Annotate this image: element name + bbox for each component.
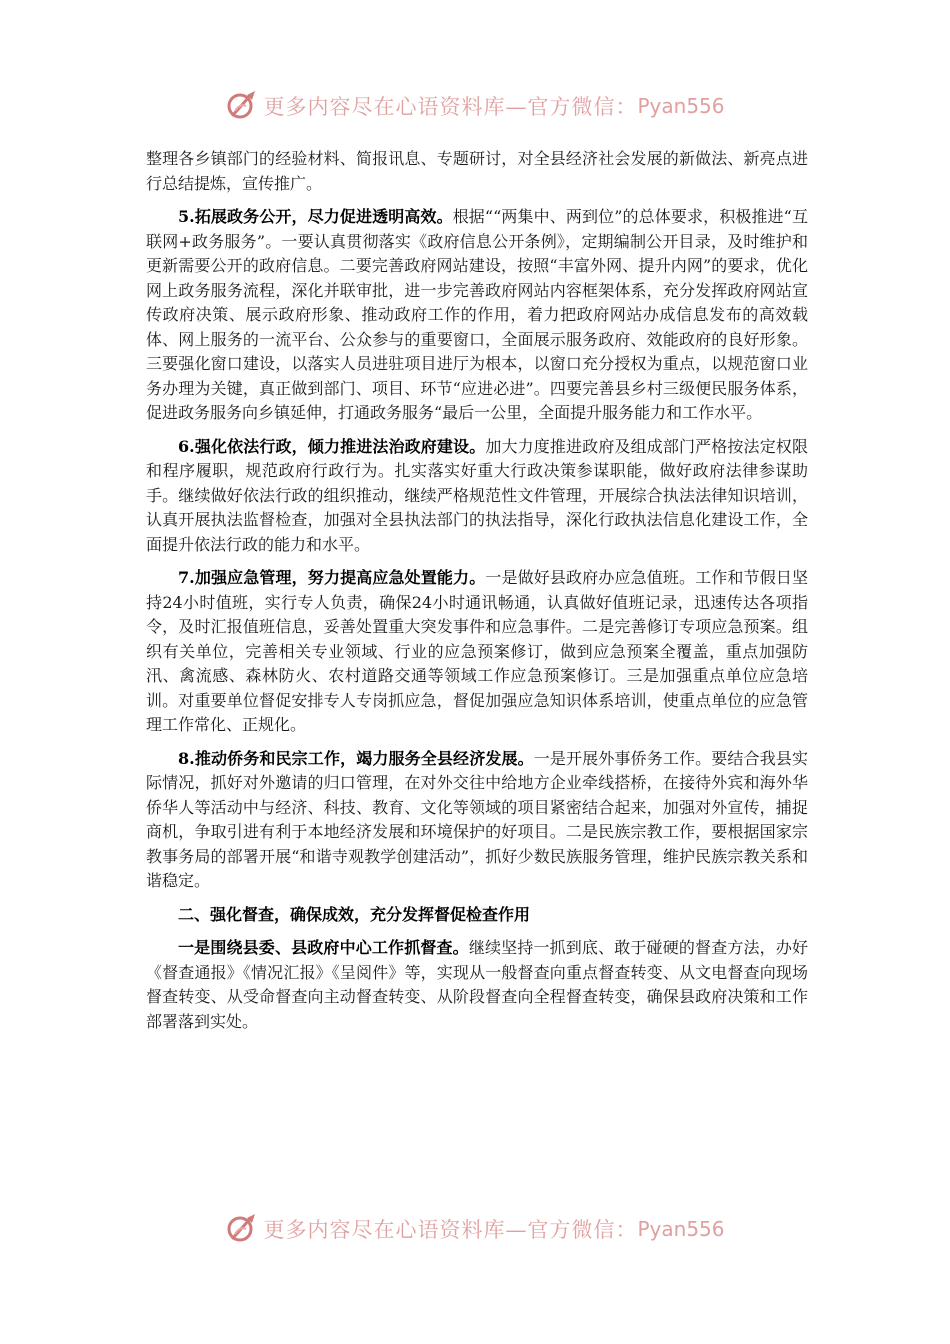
paragraph-body: 一是做好县政府办应急值班。工作和节假日坚持24小时值班，实行专人负责，确保24小时通讯畅通，认真做好值班记录，迅速传达各项指令，及时汇报值班信息，妥善处置重大突发事件和应急事件。二是完善修订专项应急预案。组织有关单位，完善相关专业领域、行业的应急预案修订，做到应急预案全覆盖，重点加强防汛、禽流感、森林防火、农村道路交通等领域工作应急预案修订。三是加强重点单位应急培训。对重要单位督促安排专人专岗抓应急，督促加强应急知识体系培训，使重点单位的应急管理工作常化、正规化。 [146, 568, 808, 734]
watermark-banner-bottom [0, 1208, 950, 1250]
watermark-logo-icon [225, 89, 259, 123]
paragraph-heading: 一是围绕县委、县政府中心工作抓督查。 [178, 938, 469, 957]
paragraph-heading: 8.推动侨务和民宗工作，竭力服务全县经济发展。 [178, 748, 534, 768]
paragraph [146, 936, 808, 1034]
watermark-banner-top [0, 85, 950, 127]
watermark-logo-icon [225, 1212, 259, 1246]
watermark-wechat-id: Pyan556 [637, 94, 725, 118]
paragraph-heading: 7.加强应急管理，努力提高应急处置能力。 [178, 568, 486, 587]
paragraph-heading: 6.强化依法行政，倾力推进法治政府建设。 [178, 436, 486, 456]
document-body [146, 147, 808, 1034]
section-title: 二、强化督查，确保成效，充分发挥督促检查作用 [178, 904, 531, 924]
paragraph [146, 566, 808, 738]
paragraph [146, 747, 808, 894]
paragraph [146, 147, 808, 196]
paragraph-body: 整理各乡镇部门的经验材料、简报讯息、专题研讨，对全县经济社会发展的新做法、新亮点进行总结提炼，宣传推广。 [146, 149, 808, 193]
paragraph-body: 继续坚持一抓到底、敢于碰硬的督查方法，办好《督查通报》《情况汇报》《呈阅件》等，实现从一般督查向重点督查转变、从文电督查向现场督查转变、从受命督查向主动督查转变、从阶段督查向全程督查转变，确保县政府决策和工作部署落到实处。 [146, 938, 808, 1031]
watermark-text: 更多内容尽在心语资料库—官方微信： [263, 1218, 638, 1242]
paragraph-body: 根据““两集中、两到位”的总体要求，积极推进“互联网+政务服务”。一要认真贯彻落实《政府信息公开条例》，定期编制公开目录，及时维护和更新需要公开的政府信息。二要完善政府网站建设，按照“丰富外网、提升内网”的要求，优化网上政务服务流程，深化并联审批，进一步完善政府网站内容框架体系，充分发挥政府网站宣传政府决策、展示政府形象、推动政府工作的作用，着力把政府网站办成信息发布的高效载体、网上服务的一流平台、公众参与的重要窗口，全面展示服务政府、效能政府的良好形象。三要强化窗口建设，以落实人员进驻项目进厅为根本，以窗口充分授权为重点，以规范窗口业务办理为关键，真正做到部门、项目、环节“应进必进”。四要完善县乡村三级便民服务体系，促进政务服务向乡镇延伸，打通政务服务“最后一公里，全面提升服务能力和工作水平。 [146, 207, 808, 422]
section-heading [146, 903, 808, 928]
paragraph-body: 一是开展外事侨务工作。要结合我县实际情况，抓好对外邀请的归口管理，在对外交往中给地方企业牵线搭桥，在接待外宾和海外华侨华人等活动中与经济、科技、教育、文化等领域的项目紧密结合起来，加强对外宣传，捕捉商机，争取引进有利于本地经济发展和环境保护的好项目。二是民族宗教工作，要根据国家宗教事务局的部署开展“和谐寺观教学创建活动”，抓好少数民族服务管理，维护民族宗教关系和谐稳定。 [146, 748, 808, 890]
watermark-text: 更多内容尽在心语资料库—官方微信： [263, 95, 638, 119]
paragraph [146, 205, 808, 426]
paragraph [146, 435, 808, 558]
paragraph-body: 加大力度推进政府及组成部门严格按法定权限和程序履职，规范政府行政行为。扎实落实好重大行政决策参谋职能，做好政府法律参谋助手。继续做好依法行政的组织推动，继续严格规范性文件管理，开展综合执法法律知识培训，认真开展执法监督检查，加强对全县执法部门的执法指导，深化行政执法信息化建设工作，全面提升依法行政的能力和水平。 [146, 436, 808, 554]
paragraph-heading: 5.拓展政务公开，尽力促进透明高效。 [178, 207, 453, 226]
watermark-wechat-id: Pyan556 [637, 1217, 725, 1241]
